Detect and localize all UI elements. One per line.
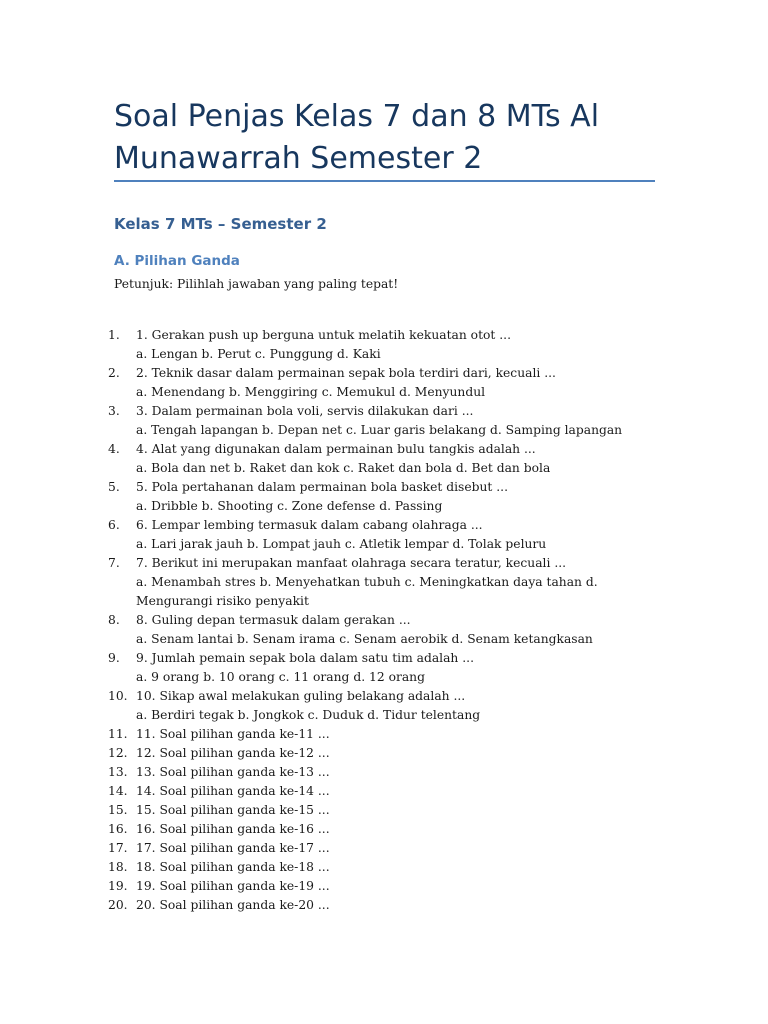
question-text: 8. Guling depan termasuk dalam gerakan ... — [136, 613, 411, 627]
question-number: 4. — [108, 442, 120, 456]
subsection-heading: A. Pilihan Ganda — [114, 253, 240, 269]
question-text: 14. Soal pilihan ganda ke-14 ... — [136, 784, 330, 798]
question-item — [108, 516, 668, 554]
question-number: 12. — [108, 746, 128, 760]
question-text: 17. Soal pilihan ganda ke-17 ... — [136, 841, 330, 855]
question-number: 17. — [108, 841, 128, 855]
question-text: 1. Gerakan push up berguna untuk melatih kekuatan otot ... — [136, 328, 511, 342]
question-number: 8. — [108, 613, 120, 627]
question-item — [108, 744, 668, 763]
question-item — [108, 820, 668, 839]
question-text: 16. Soal pilihan ganda ke-16 ... — [136, 822, 330, 836]
question-number: 7. — [108, 556, 120, 570]
question-item — [108, 782, 668, 801]
question-options: a. Menambah stres b. Menyehatkan tubuh c. Meningkatkan daya tahan d. Mengurangi risiko penyakit — [136, 575, 598, 608]
title-divider — [114, 180, 655, 182]
question-number: 19. — [108, 879, 128, 893]
question-options: a. 9 orang b. 10 orang c. 11 orang d. 12 orang — [136, 670, 425, 684]
question-text: 12. Soal pilihan ganda ke-12 ... — [136, 746, 330, 760]
question-number: 11. — [108, 727, 128, 741]
question-number: 15. — [108, 803, 128, 817]
question-text: 4. Alat yang digunakan dalam permainan bulu tangkis adalah ... — [136, 442, 536, 456]
question-item — [108, 858, 668, 877]
question-item — [108, 611, 668, 649]
question-options: a. Berdiri tegak b. Jongkok c. Duduk d. Tidur telentang — [136, 708, 481, 722]
section-heading: Kelas 7 MTs – Semester 2 — [114, 215, 327, 233]
question-item — [108, 877, 668, 896]
question-number: 5. — [108, 480, 120, 494]
question-number: 2. — [108, 366, 120, 380]
question-text: 11. Soal pilihan ganda ke-11 ... — [136, 727, 330, 741]
question-number: 1. — [108, 328, 120, 342]
question-item — [108, 440, 668, 478]
document-title: Soal Penjas Kelas 7 dan 8 MTs Al Munawarrah Semester 2 — [114, 99, 600, 176]
question-text: 20. Soal pilihan ganda ke-20 ... — [136, 898, 330, 912]
question-options: a. Lengan b. Perut c. Punggung d. Kaki — [136, 347, 381, 361]
question-text: 9. Jumlah pemain sepak bola dalam satu tim adalah ... — [136, 651, 474, 665]
question-item — [108, 554, 668, 611]
question-number: 13. — [108, 765, 128, 779]
instruction-text: Petunjuk: Pilihlah jawaban yang paling tepat! — [114, 277, 399, 291]
question-options: a. Menendang b. Menggiring c. Memukul d. Menyundul — [136, 385, 486, 399]
question-number: 16. — [108, 822, 128, 836]
question-number: 6. — [108, 518, 120, 532]
question-number: 9. — [108, 651, 120, 665]
question-options: a. Dribble b. Shooting c. Zone defense d. Passing — [136, 499, 443, 513]
question-text: 6. Lempar lembing termasuk dalam cabang olahraga ... — [136, 518, 483, 532]
question-text: 7. Berikut ini merupakan manfaat olahraga secara teratur, kecuali ... — [136, 556, 567, 570]
question-number: 18. — [108, 860, 128, 874]
question-text: 3. Dalam permainan bola voli, servis dilakukan dari ... — [136, 404, 474, 418]
question-number: 3. — [108, 404, 120, 418]
question-text: 5. Pola pertahanan dalam permainan bola basket disebut ... — [136, 480, 508, 494]
question-options: a. Senam lantai b. Senam irama c. Senam aerobik d. Senam ketangkasan — [136, 632, 593, 646]
question-item — [108, 687, 668, 725]
question-text: 10. Sikap awal melakukan guling belakang adalah ... — [136, 689, 466, 703]
question-item — [108, 364, 668, 402]
question-item — [108, 649, 668, 687]
question-number: 20. — [108, 898, 128, 912]
question-item — [108, 896, 668, 915]
question-text: 19. Soal pilihan ganda ke-19 ... — [136, 879, 330, 893]
question-text: 15. Soal pilihan ganda ke-15 ... — [136, 803, 330, 817]
question-item — [108, 326, 668, 364]
question-list — [108, 326, 668, 915]
question-number: 10. — [108, 689, 128, 703]
question-item — [108, 763, 668, 782]
question-number: 14. — [108, 784, 128, 798]
question-item — [108, 801, 668, 820]
question-text: 2. Teknik dasar dalam permainan sepak bola terdiri dari, kecuali ... — [136, 366, 556, 380]
question-options: a. Lari jarak jauh b. Lompat jauh c. Atletik lempar d. Tolak peluru — [136, 537, 547, 551]
question-text: 13. Soal pilihan ganda ke-13 ... — [136, 765, 330, 779]
question-item — [108, 402, 668, 440]
question-item — [108, 725, 668, 744]
question-item — [108, 478, 668, 516]
question-item — [108, 839, 668, 858]
question-text: 18. Soal pilihan ganda ke-18 ... — [136, 860, 330, 874]
question-options: a. Tengah lapangan b. Depan net c. Luar garis belakang d. Samping lapangan — [136, 423, 623, 437]
question-options: a. Bola dan net b. Raket dan kok c. Raket dan bola d. Bet dan bola — [136, 461, 551, 475]
